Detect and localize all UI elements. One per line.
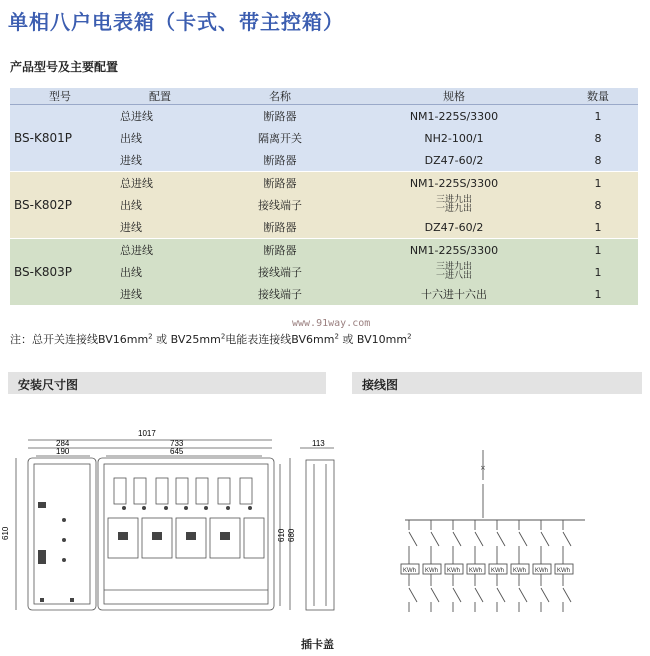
meter-label: KWh [469, 568, 483, 574]
note-part: 或 BV25mm [156, 333, 221, 346]
table-row [10, 172, 638, 195]
meter-label: KWh [513, 568, 527, 574]
model-cell: BS-K803P [10, 239, 110, 306]
qty-cell: 1 [558, 172, 638, 195]
note-part: 电能表连接线BV6mm [225, 333, 335, 346]
meter-label: KWh [557, 568, 571, 574]
qty-cell: 1 [558, 239, 638, 262]
config-cell: 总进线 [110, 239, 210, 262]
name-cell: 接线端子 [210, 261, 350, 283]
col-model-header: 型号 [10, 88, 110, 105]
qty-cell: 1 [558, 105, 638, 128]
spec-table [10, 88, 638, 305]
spec-cell [350, 194, 558, 216]
name-cell: 断路器 [210, 172, 350, 195]
dim-284: 284 [56, 439, 70, 448]
spec-cell: DZ47-60/2 [350, 149, 558, 172]
note-sup: 2 [407, 332, 412, 341]
qty-cell: 8 [558, 127, 638, 149]
col-spec-header: 规格 [350, 88, 558, 105]
spec-cell: NM1-225S/3300 [350, 172, 558, 195]
dim-113: 113 [312, 439, 325, 448]
name-cell: 接线端子 [210, 283, 350, 305]
config-cell: 进线 [110, 283, 210, 305]
name-cell: 断路器 [210, 239, 350, 262]
name-cell: 隔离开关 [210, 127, 350, 149]
col-config-header: 配置 [110, 88, 210, 105]
config-cell: 总进线 [110, 105, 210, 128]
config-cell: 出线 [110, 127, 210, 149]
spec-cell: DZ47-60/2 [350, 216, 558, 239]
qty-cell: 1 [558, 283, 638, 305]
config-cell: 进线 [110, 149, 210, 172]
note-sup: 2 [148, 332, 153, 341]
note-sup: 2 [220, 332, 226, 341]
qty-cell: 8 [558, 149, 638, 172]
table-header-row [10, 88, 638, 105]
name-cell: 接线端子 [210, 194, 350, 216]
config-cell: 总进线 [110, 172, 210, 195]
dim-610-right: 610 [277, 528, 286, 542]
watermark: www.91way.com [292, 318, 371, 329]
col-name-header: 名称 [210, 88, 350, 105]
name-cell: 断路器 [210, 216, 350, 239]
note-part: 或 BV10mm [342, 333, 408, 346]
wiring-diagram [395, 440, 595, 620]
dim-1017: 1017 [138, 429, 156, 438]
dim-610-left: 610 [1, 526, 10, 540]
page-title: 单相八户电表箱（卡式、带主控箱） [8, 10, 344, 34]
spec-line-1: 三进九出 [435, 195, 472, 205]
install-section-title: 安装尺寸图 [18, 378, 79, 392]
name-cell: 断路器 [210, 149, 350, 172]
svg-text:×: × [480, 464, 486, 472]
dim-190: 190 [56, 447, 70, 456]
drawing-caption: 插卡盖 [301, 638, 334, 651]
col-qty-header: 数量 [558, 88, 638, 105]
spec-cell: 十六进十六出 [350, 283, 558, 305]
dim-733: 733 [170, 439, 184, 448]
meter-label: KWh [403, 568, 417, 574]
note-part: 注：总开关连接线BV16mm [10, 333, 149, 346]
model-cell: BS-K801P [10, 105, 110, 172]
meter-label: KWh [491, 568, 505, 574]
section-subheading: 产品型号及主要配置 [10, 60, 119, 74]
spec-line-2: 一进八出 [435, 271, 472, 281]
qty-cell: 1 [558, 261, 638, 283]
spec-line-2: 一进九出 [435, 204, 472, 214]
meter-label: KWh [447, 568, 461, 574]
config-cell: 出线 [110, 261, 210, 283]
meter-label: KWh [425, 568, 439, 574]
config-cell: 出线 [110, 194, 210, 216]
meter-label: KWh [535, 568, 549, 574]
wiring-section-title: 接线图 [362, 378, 399, 392]
qty-cell: 1 [558, 216, 638, 239]
note-sup: 2 [334, 332, 339, 341]
config-cell: 进线 [110, 216, 210, 239]
table-row [10, 239, 638, 262]
spec-cell: NH2-100/1 [350, 127, 558, 149]
install-drawing [0, 420, 345, 625]
spec-cell [350, 261, 558, 283]
dim-680: 680 [287, 528, 296, 542]
model-cell: BS-K802P [10, 172, 110, 239]
qty-cell: 8 [558, 194, 638, 216]
spec-line-1: 三进九出 [435, 262, 472, 272]
name-cell: 断路器 [210, 105, 350, 128]
dim-645: 645 [170, 447, 184, 456]
spec-cell: NM1-225S/3300 [350, 239, 558, 262]
table-row [10, 105, 638, 128]
spec-cell: NM1-225S/3300 [350, 105, 558, 128]
footnote [10, 331, 412, 347]
